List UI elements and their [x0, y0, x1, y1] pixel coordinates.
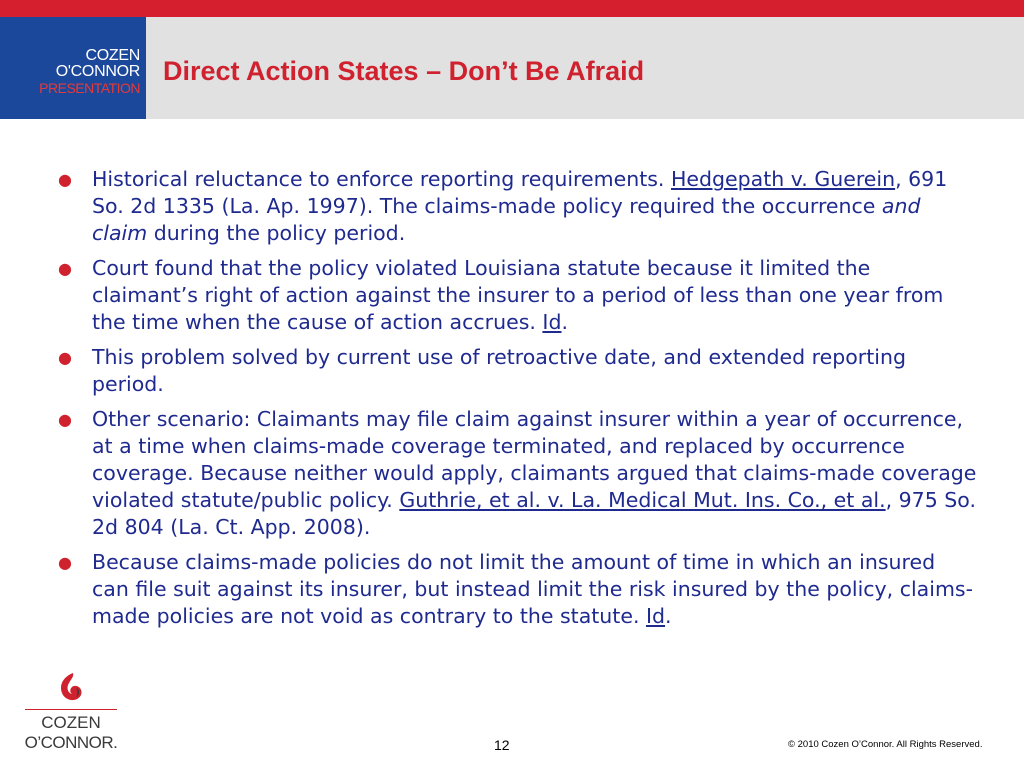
bullet-text: , 691 So. 2d 1335 (La. Ap. 1997). The claims-made policy required the occurrence	[92, 167, 948, 218]
footer-logo-line-2: O’CONNOR.	[24, 733, 118, 752]
page-number: 12	[494, 737, 510, 753]
footer-logo-line-1: COZEN	[41, 713, 101, 732]
bullet-text: This problem solved by current use of retroactive date, and extended reporting period.	[92, 345, 906, 396]
bullet-item	[58, 406, 978, 541]
logo-divider	[25, 709, 117, 710]
bullet-icon: ●	[58, 348, 72, 367]
bullet-text: .	[561, 310, 569, 334]
flame-logo-icon	[57, 671, 85, 705]
bullet-text: Because claims-made policies do not limit the amount of time in which an insured can file suit against its insurer, but instead limit the risk insured by the policy, claims-made policies are not void as contrary to the statute.	[92, 550, 973, 628]
bullet-icon: ●	[58, 259, 72, 278]
bullet-icon: ●	[58, 410, 72, 429]
cozen-oconnor-logo	[23, 671, 119, 753]
bullet-emphasis: and claim	[92, 194, 921, 245]
bullet-list	[58, 166, 978, 638]
bullet-text: , 975 So. 2d 804 (La. Ct. App. 2008).	[92, 488, 976, 539]
logo-line-3: PRESENTATION	[39, 80, 140, 96]
cozen-presentation-logo	[0, 17, 146, 119]
case-citation-link[interactable]: Hedgepath v. Guerein	[670, 167, 896, 191]
bullet-text: .	[665, 604, 672, 628]
bullet-item	[58, 255, 978, 336]
slide-title: Direct Action States – Don’t Be Afraid	[163, 56, 645, 86]
logo-line-1: COZEN	[85, 47, 140, 64]
top-red-strip	[0, 0, 1024, 17]
bullet-item	[58, 344, 978, 398]
copyright-notice: © 2010 Cozen O’Connor. All Rights Reserved.	[788, 739, 983, 750]
case-citation-link[interactable]: Guthrie, et al. v. La. Medical Mut. Ins. Co., et al.	[399, 488, 886, 512]
bullet-text: Other scenario: Claimants may file claim against insurer within a year of occurrence, at a time when claims-made coverage terminated, and replaced by occurrence coverage. Because neither would apply, claimants argued that claims-made coverage violated statute/public policy.	[92, 407, 977, 512]
bullet-icon: ●	[58, 170, 72, 189]
bullet-icon: ●	[58, 553, 72, 572]
bullet-item	[58, 549, 978, 630]
bullet-text: Historical reluctance to enforce reporting requirements.	[92, 167, 671, 191]
bullet-text: during the policy period.	[147, 221, 406, 245]
bullet-item	[58, 166, 978, 247]
bullet-text: Court found that the policy violated Louisiana statute because it limited the claimant’s right of action against the insurer to a period of less than one year from the time when the cause of action accrues.	[92, 256, 944, 334]
id-citation-link[interactable]: Id	[645, 604, 666, 628]
logo-line-2: O'CONNOR	[55, 63, 140, 80]
id-citation-link[interactable]: Id	[542, 310, 562, 334]
